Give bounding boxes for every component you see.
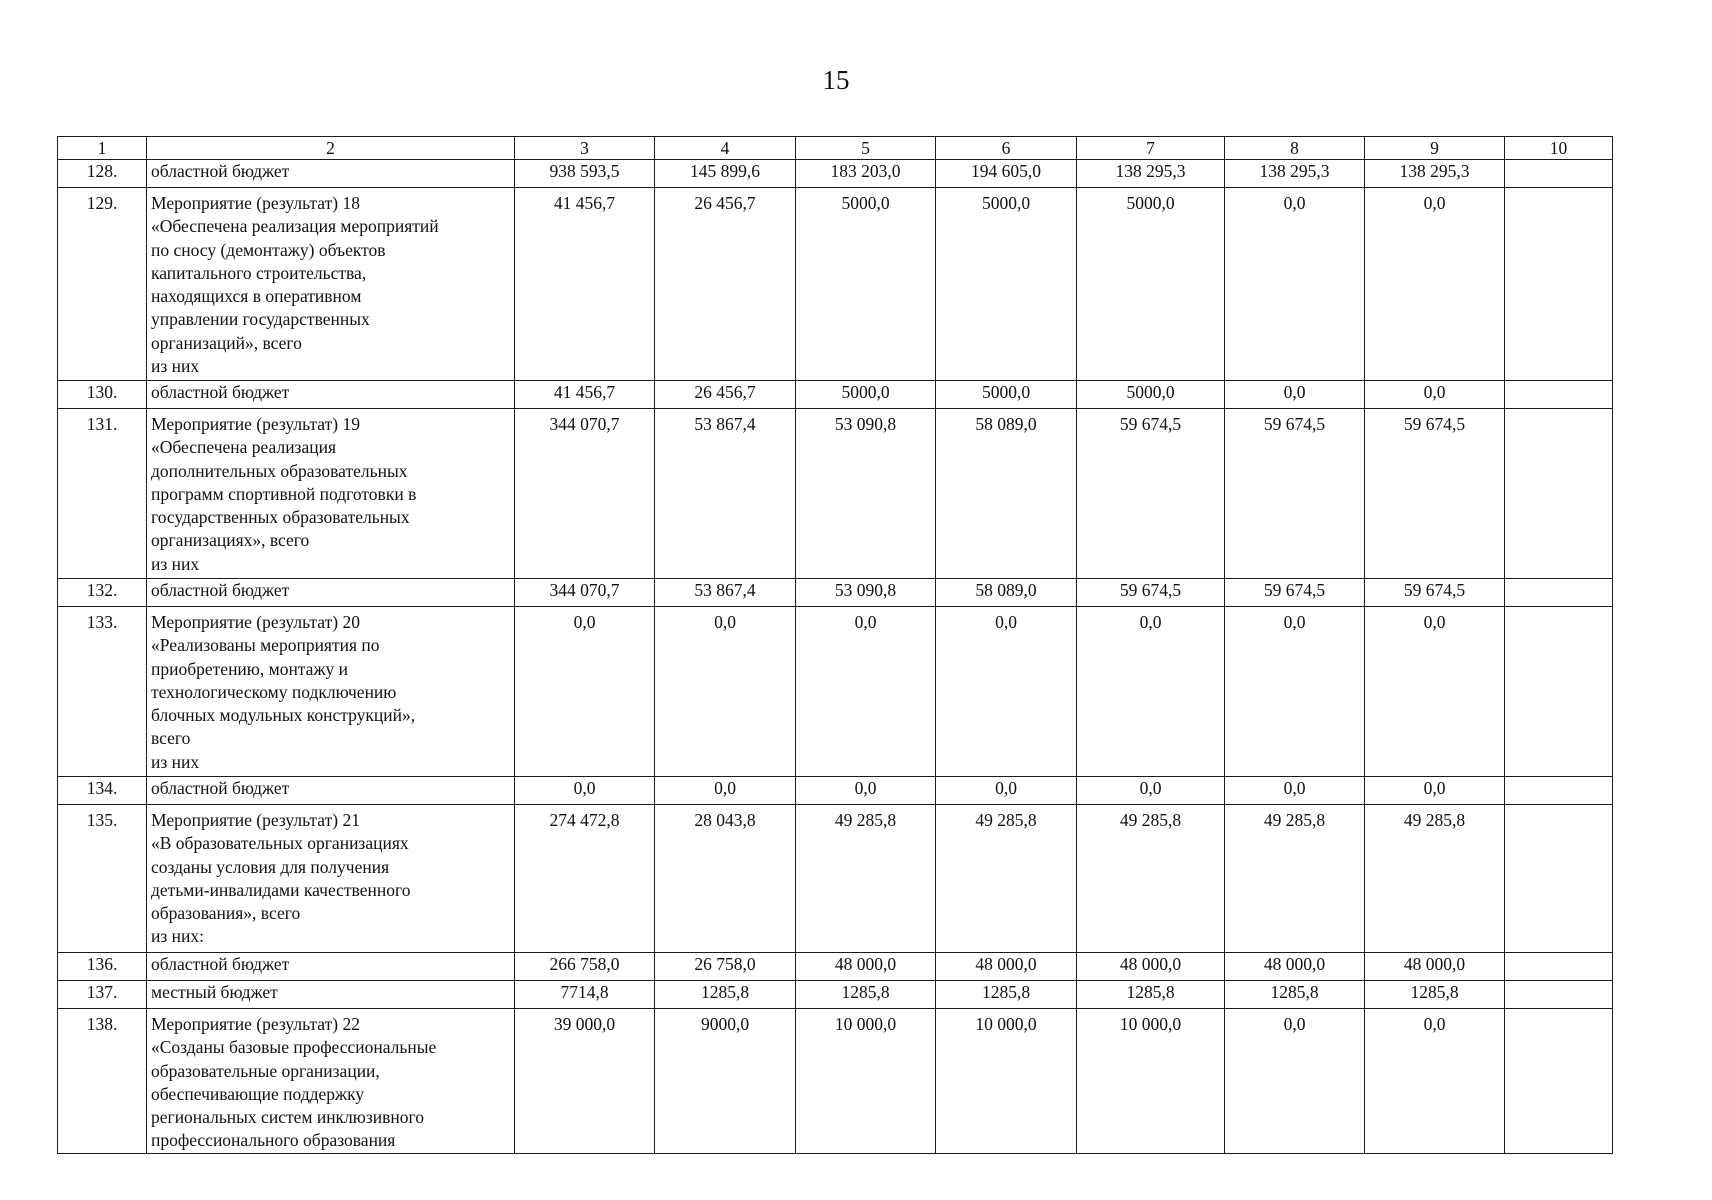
- row-name: [147, 160, 515, 188]
- row-value: 0,0: [1365, 188, 1505, 381]
- row-value: 5000,0: [796, 188, 936, 381]
- row-value: 0,0: [655, 607, 796, 777]
- row-value: 58 089,0: [936, 409, 1077, 579]
- row-value: 26 758,0: [655, 953, 796, 981]
- table-row: [58, 607, 1613, 777]
- row-number: 135.: [58, 805, 147, 953]
- row-value: 5000,0: [936, 188, 1077, 381]
- table-header-row: [58, 137, 1613, 160]
- column-header: 6: [936, 137, 1077, 160]
- row-name-text: местный бюджет: [151, 982, 278, 1002]
- row-value: 0,0: [655, 777, 796, 805]
- table-row: [58, 777, 1613, 805]
- row-value: 1285,8: [1225, 981, 1365, 1009]
- row-value: 59 674,5: [1365, 409, 1505, 579]
- row-value: 10 000,0: [796, 1009, 936, 1154]
- row-value: 48 000,0: [1365, 953, 1505, 981]
- row-name: [147, 1009, 515, 1154]
- row-value: 0,0: [1365, 777, 1505, 805]
- row-value: [1505, 1009, 1613, 1154]
- row-value: [1505, 160, 1613, 188]
- row-value: 274 472,8: [515, 805, 655, 953]
- row-name-text: Мероприятие (результат) 18 «Обеспечена реализация мероприятий по сносу (демонтажу) объектов капитального строительства, находящихся в оперативном управлении государственных организаций», всего из них: [151, 193, 439, 377]
- row-value: 28 043,8: [655, 805, 796, 953]
- row-name: [147, 188, 515, 381]
- row-value: 41 456,7: [515, 188, 655, 381]
- row-value: 49 285,8: [1365, 805, 1505, 953]
- row-value: 53 090,8: [796, 579, 936, 607]
- column-header: 2: [147, 137, 515, 160]
- row-value: 58 089,0: [936, 579, 1077, 607]
- row-number: 137.: [58, 981, 147, 1009]
- row-value: 10 000,0: [1077, 1009, 1225, 1154]
- column-header: 7: [1077, 137, 1225, 160]
- row-name: [147, 953, 515, 981]
- row-value: 0,0: [1225, 381, 1365, 409]
- row-name: [147, 805, 515, 953]
- row-value: 41 456,7: [515, 381, 655, 409]
- table-row: [58, 1009, 1613, 1154]
- row-number: 136.: [58, 953, 147, 981]
- row-name: [147, 409, 515, 579]
- row-number: 132.: [58, 579, 147, 607]
- row-value: 0,0: [1225, 1009, 1365, 1154]
- row-value: 59 674,5: [1077, 409, 1225, 579]
- table-row: [58, 160, 1613, 188]
- row-value: 53 867,4: [655, 409, 796, 579]
- row-value: 0,0: [1225, 777, 1365, 805]
- column-header: 8: [1225, 137, 1365, 160]
- row-name-text: областной бюджет: [151, 161, 290, 181]
- row-value: 49 285,8: [796, 805, 936, 953]
- row-value: 5000,0: [1077, 188, 1225, 381]
- row-value: 59 674,5: [1365, 579, 1505, 607]
- row-value: 0,0: [1365, 1009, 1505, 1154]
- row-value: 59 674,5: [1077, 579, 1225, 607]
- row-value: 26 456,7: [655, 188, 796, 381]
- row-value: 0,0: [936, 777, 1077, 805]
- row-value: 26 456,7: [655, 381, 796, 409]
- row-value: 48 000,0: [796, 953, 936, 981]
- row-value: 5000,0: [936, 381, 1077, 409]
- row-number: 138.: [58, 1009, 147, 1154]
- row-value: [1505, 188, 1613, 381]
- row-name-text: Мероприятие (результат) 21 «В образовательных организациях созданы условия для получения детьми-инвалидами качественного образования», всего из них:: [151, 810, 411, 947]
- row-name: [147, 607, 515, 777]
- row-value: 0,0: [1077, 607, 1225, 777]
- row-value: 59 674,5: [1225, 409, 1365, 579]
- row-number: 131.: [58, 409, 147, 579]
- row-name-text: Мероприятие (результат) 22 «Созданы базовые профессиональные образовательные организации, обеспечивающие поддержку региональных систем инклюзивного профессионального образования: [151, 1014, 437, 1151]
- row-value: [1505, 805, 1613, 953]
- column-header: 10: [1505, 137, 1613, 160]
- row-name-text: областной бюджет: [151, 954, 290, 974]
- row-value: 138 295,3: [1077, 160, 1225, 188]
- row-value: 145 899,6: [655, 160, 796, 188]
- row-number: 130.: [58, 381, 147, 409]
- row-value: 0,0: [1365, 607, 1505, 777]
- column-header: 3: [515, 137, 655, 160]
- row-value: 0,0: [1365, 381, 1505, 409]
- row-value: 0,0: [515, 777, 655, 805]
- row-value: 138 295,3: [1225, 160, 1365, 188]
- row-value: [1505, 953, 1613, 981]
- table-row: [58, 981, 1613, 1009]
- row-value: [1505, 579, 1613, 607]
- row-value: 1285,8: [1365, 981, 1505, 1009]
- row-value: 344 070,7: [515, 579, 655, 607]
- row-value: 0,0: [1225, 607, 1365, 777]
- row-value: 1285,8: [936, 981, 1077, 1009]
- row-number: 129.: [58, 188, 147, 381]
- row-value: [1505, 409, 1613, 579]
- row-name: [147, 777, 515, 805]
- row-value: 7714,8: [515, 981, 655, 1009]
- row-value: 194 605,0: [936, 160, 1077, 188]
- table-row: [58, 188, 1613, 381]
- row-value: [1505, 981, 1613, 1009]
- row-value: 344 070,7: [515, 409, 655, 579]
- row-name-text: областной бюджет: [151, 580, 290, 600]
- row-value: [1505, 381, 1613, 409]
- row-value: 1285,8: [655, 981, 796, 1009]
- row-value: 266 758,0: [515, 953, 655, 981]
- row-number: 128.: [58, 160, 147, 188]
- row-value: [1505, 777, 1613, 805]
- row-value: 1285,8: [796, 981, 936, 1009]
- column-header: 9: [1365, 137, 1505, 160]
- table-row: [58, 805, 1613, 953]
- row-value: 53 867,4: [655, 579, 796, 607]
- row-value: 1285,8: [1077, 981, 1225, 1009]
- row-name-text: областной бюджет: [151, 382, 290, 402]
- row-number: 134.: [58, 777, 147, 805]
- row-name-text: Мероприятие (результат) 20 «Реализованы мероприятия по приобретению, монтажу и технологическому подключению блочных модульных конструкций», всего из них: [151, 612, 416, 772]
- row-name: [147, 981, 515, 1009]
- row-value: 5000,0: [1077, 381, 1225, 409]
- table-row: [58, 381, 1613, 409]
- row-value: 39 000,0: [515, 1009, 655, 1154]
- row-value: 48 000,0: [1225, 953, 1365, 981]
- row-value: 53 090,8: [796, 409, 936, 579]
- row-value: 0,0: [796, 777, 936, 805]
- budget-table: [57, 136, 1613, 1154]
- row-value: 49 285,8: [1077, 805, 1225, 953]
- row-value: 183 203,0: [796, 160, 936, 188]
- row-value: [1505, 607, 1613, 777]
- row-value: 938 593,5: [515, 160, 655, 188]
- row-value: 0,0: [936, 607, 1077, 777]
- column-header: 5: [796, 137, 936, 160]
- row-value: 138 295,3: [1365, 160, 1505, 188]
- row-value: 48 000,0: [1077, 953, 1225, 981]
- row-value: 5000,0: [796, 381, 936, 409]
- table-row: [58, 579, 1613, 607]
- row-name: [147, 381, 515, 409]
- row-value: 0,0: [1077, 777, 1225, 805]
- row-value: 49 285,8: [1225, 805, 1365, 953]
- row-value: 49 285,8: [936, 805, 1077, 953]
- row-value: 0,0: [1225, 188, 1365, 381]
- column-header: 1: [58, 137, 147, 160]
- row-number: 133.: [58, 607, 147, 777]
- column-header: 4: [655, 137, 796, 160]
- row-name-text: областной бюджет: [151, 778, 290, 798]
- table-row: [58, 953, 1613, 981]
- row-value: 59 674,5: [1225, 579, 1365, 607]
- row-value: 9000,0: [655, 1009, 796, 1154]
- page-number: 15: [822, 65, 850, 95]
- row-value: 48 000,0: [936, 953, 1077, 981]
- row-name-text: Мероприятие (результат) 19 «Обеспечена реализация дополнительных образовательных программ спортивной подготовки в государственных образовательных организациях», всего из них: [151, 414, 417, 574]
- row-name: [147, 579, 515, 607]
- table-row: [58, 409, 1613, 579]
- row-value: 0,0: [515, 607, 655, 777]
- row-value: 10 000,0: [936, 1009, 1077, 1154]
- row-value: 0,0: [796, 607, 936, 777]
